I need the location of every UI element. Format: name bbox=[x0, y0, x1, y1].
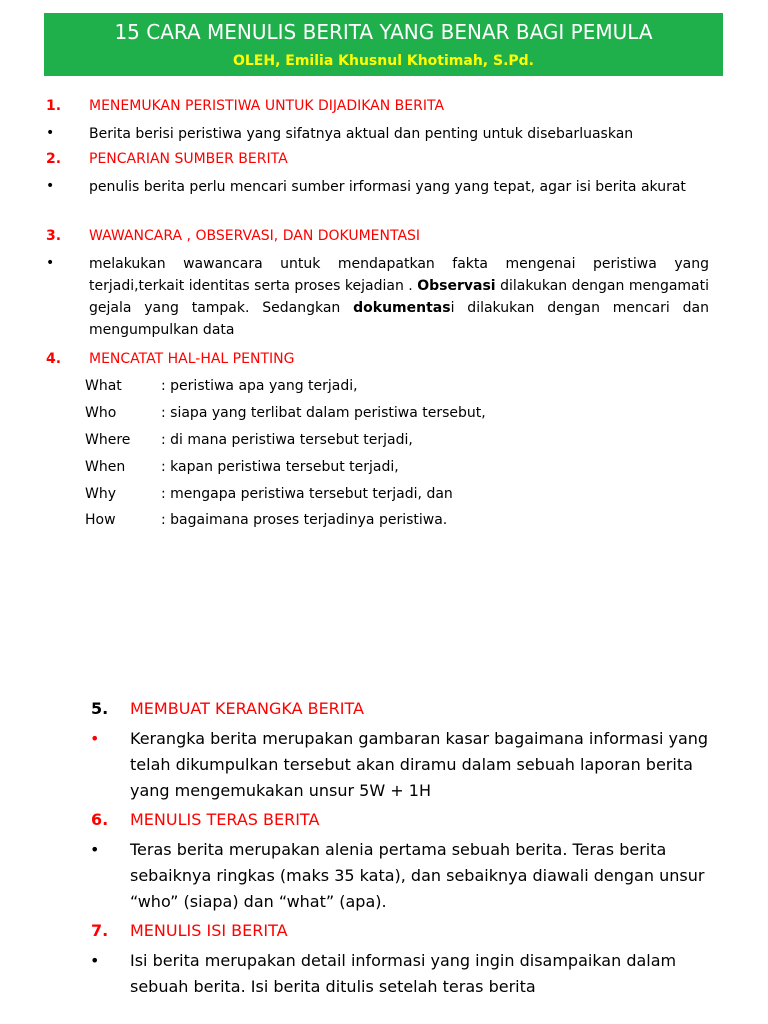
section-6-number: 6. bbox=[91, 810, 109, 829]
section-7-number: 7. bbox=[91, 921, 109, 940]
section-1-heading: MENEMUKAN PERISTIWA UNTUK DIJADIKAN BERITA bbox=[89, 98, 445, 114]
title-banner bbox=[44, 13, 723, 76]
w-item-text: : siapa yang terlibat dalam peristiwa tersebut, bbox=[161, 405, 486, 421]
section-4-number: 4. bbox=[46, 351, 62, 367]
section-7-text: Isi berita merupakan detail informasi yang ingin disampaikan dalam sebuah berita. Isi berita ditulis setelah teras berita bbox=[130, 951, 677, 996]
w-item-text: : kapan peristiwa tersebut terjadi, bbox=[161, 459, 399, 475]
section-3-bullet: • bbox=[46, 255, 55, 271]
author-line: OLEH, Emilia Khusnul Khotimah, S.Pd. bbox=[232, 53, 534, 69]
section-2-text: penulis berita perlu mencari sumber irformasi yang yang tepat, agar isi berita akurat bbox=[89, 179, 686, 195]
w-item-label: Who bbox=[85, 405, 117, 421]
section-7-heading: MENULIS ISI BERITA bbox=[130, 921, 288, 940]
w-item-text: : peristiwa apa yang terjadi, bbox=[161, 378, 358, 394]
section-1-number: 1. bbox=[46, 98, 62, 114]
w-item-text: : bagaimana proses terjadinya peristiwa. bbox=[161, 512, 448, 528]
section-1-text: Berita berisi peristiwa yang sifatnya aktual dan penting untuk disebarluaskan bbox=[89, 126, 634, 142]
w-item-text: : di mana peristiwa tersebut terjadi, bbox=[161, 432, 413, 448]
w-item-label: When bbox=[85, 459, 126, 475]
section-2-number: 2. bbox=[46, 151, 62, 167]
w-item-label: What bbox=[85, 378, 122, 394]
section-2-bullet: • bbox=[46, 178, 55, 194]
section-7-bullet: • bbox=[90, 951, 100, 970]
section-6-text: Teras berita merupakan alenia pertama sebuah berita. Teras berita sebaiknya ringkas (maks 35 kata), dan sebaiknya diawali dengan unsur “who” (siapa) dan “what” (apa). bbox=[130, 840, 705, 911]
section-3-heading: WAWANCARA , OBSERVASI, DAN DOKUMENTASI bbox=[89, 228, 421, 244]
observasi-term: Observasi bbox=[417, 278, 496, 294]
page-title: 15 CARA MENULIS BERITA YANG BENAR BAGI PEMULA bbox=[114, 20, 653, 44]
section-5-heading: MEMBUAT KERANGKA BERITA bbox=[130, 699, 364, 718]
w-item-label: Why bbox=[85, 486, 117, 502]
section-5-number: 5. bbox=[91, 699, 109, 718]
w-item-label: How bbox=[85, 512, 116, 528]
section-1-bullet: • bbox=[46, 125, 55, 141]
section-5-bullet: • bbox=[90, 729, 100, 748]
section-2-heading: PENCARIAN SUMBER BERITA bbox=[89, 151, 288, 167]
section-6-bullet: • bbox=[90, 840, 100, 859]
section-6-heading: MENULIS TERAS BERITA bbox=[130, 810, 320, 829]
section-3-number: 3. bbox=[46, 228, 62, 244]
w-item-label: Where bbox=[85, 432, 131, 448]
section-5-text: Kerangka berita merupakan gambaran kasar bagaimana informasi yang telah dikumpulkan tersebut akan diramu dalam sebuah laporan berita yang mengemukakan unsur 5W + 1H bbox=[130, 729, 709, 800]
section-4-heading: MENCATAT HAL-HAL PENTING bbox=[89, 351, 295, 367]
w-item-text: : mengapa peristiwa tersebut terjadi, dan bbox=[161, 486, 453, 502]
dokumentasi-term: dokumentas bbox=[353, 300, 451, 316]
section-3-text: melakukan wawancara untuk mendapatkan fakta mengenai peristiwa yang terjadi,terkait identitas serta proses kejadian . Observasi dilakukan dengan mengamati gejala yang tampak. Sedangkan dokumentasi dilakukan dengan mencari dan mengumpulkan data bbox=[89, 256, 710, 338]
